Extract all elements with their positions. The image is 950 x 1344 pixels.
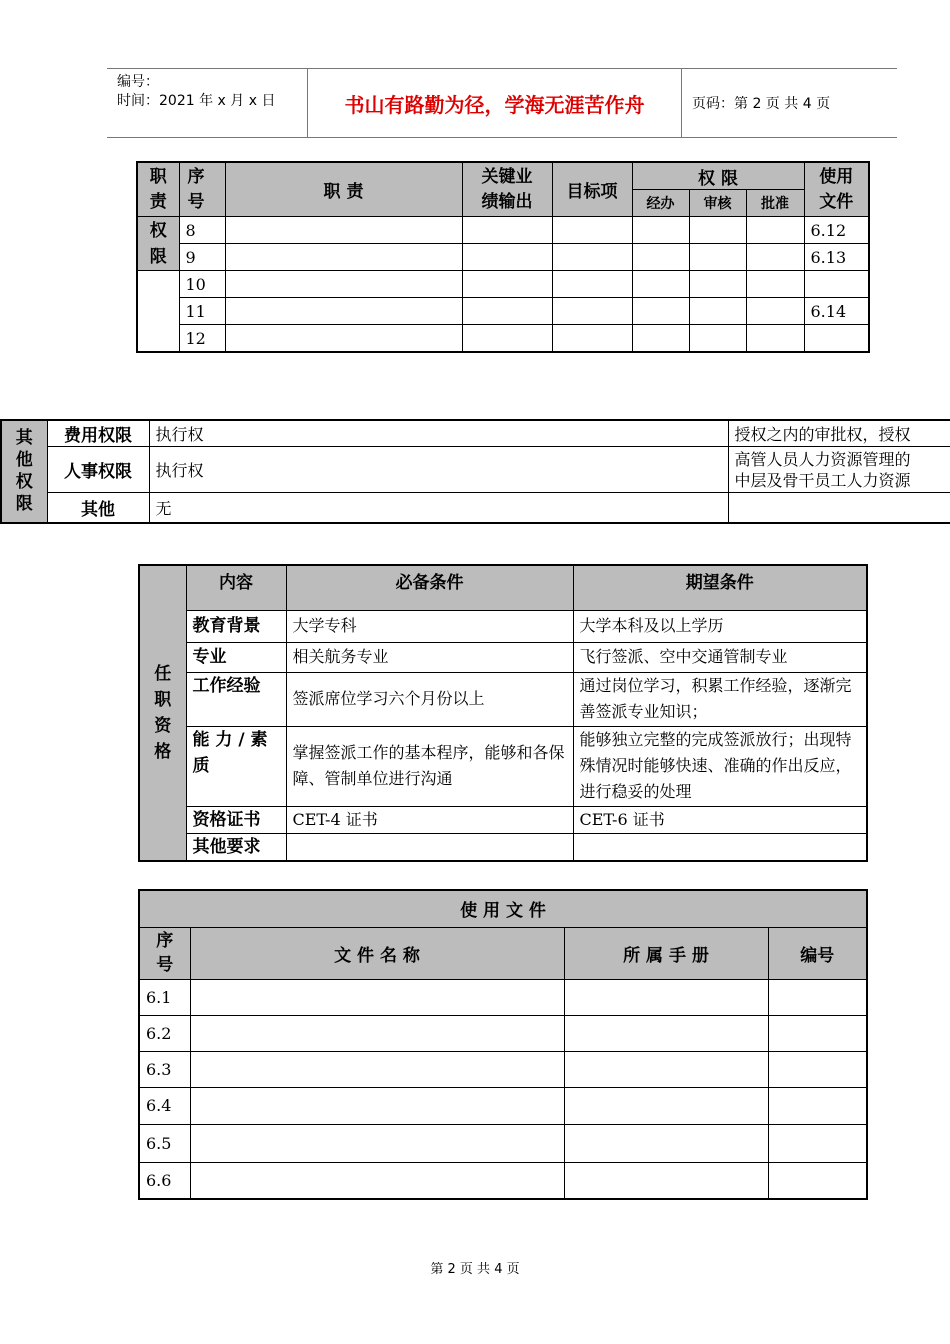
table-row (139, 642, 867, 672)
row-seq: 10 (179, 271, 225, 298)
row-value: 执行权 (149, 420, 728, 447)
col-code-header: 编号 (768, 927, 867, 979)
table-row (139, 979, 867, 1015)
row-required: 掌握签派工作的基本程序，能够和各保障、管制单位进行沟通 (286, 726, 573, 806)
col-duty-header: 职 责 (225, 162, 462, 217)
col-expected-header: 期望条件 (573, 565, 867, 610)
row-expected: 大学本科及以上学历 (573, 610, 867, 642)
row-seq: 6.4 (139, 1087, 190, 1124)
table-row (137, 271, 869, 298)
row-doc (804, 271, 869, 298)
header-page-label: 页码：第 2 页 共 4 页 (692, 96, 831, 112)
row-expected (573, 833, 867, 861)
table-row (1, 420, 950, 447)
other-authority-table (0, 419, 950, 524)
table-row (137, 325, 869, 353)
row-name: 人事权限 (47, 447, 149, 493)
row-doc: 6.14 (804, 298, 869, 325)
sub-approve-header: 批准 (746, 190, 804, 217)
table-row (139, 672, 867, 726)
row-required: 相关航务专业 (286, 642, 573, 672)
sub-handle-header: 经办 (632, 190, 689, 217)
row-name: 能 力 / 素 质 (186, 726, 286, 806)
col-content-header: 内容 (186, 565, 286, 610)
col-manual-header: 所 属 手 册 (564, 927, 768, 979)
row-doc: 6.13 (804, 244, 869, 271)
row-required: 大学专科 (286, 610, 573, 642)
row-seq: 12 (179, 325, 225, 353)
row-name: 费用权限 (47, 420, 149, 447)
table-row (139, 806, 867, 833)
documents-table (138, 889, 868, 1200)
duties-table (136, 161, 870, 353)
table-row (139, 1162, 867, 1199)
row-seq: 6.2 (139, 1015, 190, 1051)
section-label-authority: 权 限 (137, 217, 179, 271)
row-seq: 6.5 (139, 1124, 190, 1162)
header-left (107, 69, 308, 137)
table-row (139, 726, 867, 806)
row-value: 执行权 (149, 447, 728, 493)
section-label-duty: 职 责 (137, 162, 179, 217)
documents-title: 使 用 文 件 (139, 890, 867, 927)
col-seq-header: 序 号 (139, 927, 190, 979)
section-label-qualifications: 任 职 资 格 (139, 565, 186, 861)
row-name: 资格证书 (186, 806, 286, 833)
date-label: 时间：2021 年 x 月 x 日 (117, 93, 276, 109)
table-row (1, 447, 950, 493)
row-doc (804, 325, 869, 353)
row-seq: 11 (179, 298, 225, 325)
table-row (137, 217, 869, 244)
table-row (139, 610, 867, 642)
row-required: 签派席位学习六个月份以上 (286, 672, 573, 726)
row-name: 其他 (47, 493, 149, 523)
row-note (728, 493, 950, 523)
row-seq: 8 (179, 217, 225, 244)
row-expected: CET-6 证书 (573, 806, 867, 833)
row-expected: 能够独立完整的完成签派放行；出现特殊情况时能够快速、准确的作出反应，进行稳妥的处理 (573, 726, 867, 806)
col-target-header: 目标项 (552, 162, 632, 217)
row-seq: 9 (179, 244, 225, 271)
row-doc: 6.12 (804, 217, 869, 244)
col-name-header: 文 件 名 称 (190, 927, 564, 979)
table-row (139, 1087, 867, 1124)
row-required (286, 833, 573, 861)
col-docs-header: 使用 文件 (804, 162, 869, 217)
row-value: 无 (149, 493, 728, 523)
header-motto: 书山有路勤为径，学海无涯苦作舟 (308, 69, 682, 137)
qualifications-table (138, 564, 868, 862)
row-seq: 6.1 (139, 979, 190, 1015)
table-row (1, 493, 950, 523)
row-required: CET-4 证书 (286, 806, 573, 833)
col-authority-header: 权 限 (632, 162, 804, 190)
row-seq: 6.3 (139, 1051, 190, 1087)
row-expected: 飞行签派、空中交通管制专业 (573, 642, 867, 672)
table-row (139, 833, 867, 861)
page-footer: 第 2 页 共 4 页 (430, 1262, 520, 1277)
col-output-header: 关键业 绩输出 (462, 162, 552, 217)
row-name: 其他要求 (186, 833, 286, 861)
table-row (139, 1015, 867, 1051)
sub-review-header: 审核 (689, 190, 746, 217)
row-note: 高管人员人力资源管理的 中层及骨干员工人力资源 (728, 447, 950, 493)
row-expected: 通过岗位学习，积累工作经验，逐渐完善签派专业知识； (573, 672, 867, 726)
row-name: 教育背景 (186, 610, 286, 642)
col-required-header: 必备条件 (286, 565, 573, 610)
row-name: 专业 (186, 642, 286, 672)
col-seq-header: 序 号 (179, 162, 225, 217)
row-seq: 6.6 (139, 1162, 190, 1199)
table-row (139, 1124, 867, 1162)
table-row (137, 298, 869, 325)
code-label: 编号： (117, 74, 159, 90)
table-row (139, 1051, 867, 1087)
row-note: 授权之内的审批权，授权 (728, 420, 950, 447)
table-row (137, 244, 869, 271)
section-label-other-authority: 其 他 权 限 (1, 420, 47, 523)
page-header (107, 68, 897, 138)
row-name: 工作经验 (186, 672, 286, 726)
